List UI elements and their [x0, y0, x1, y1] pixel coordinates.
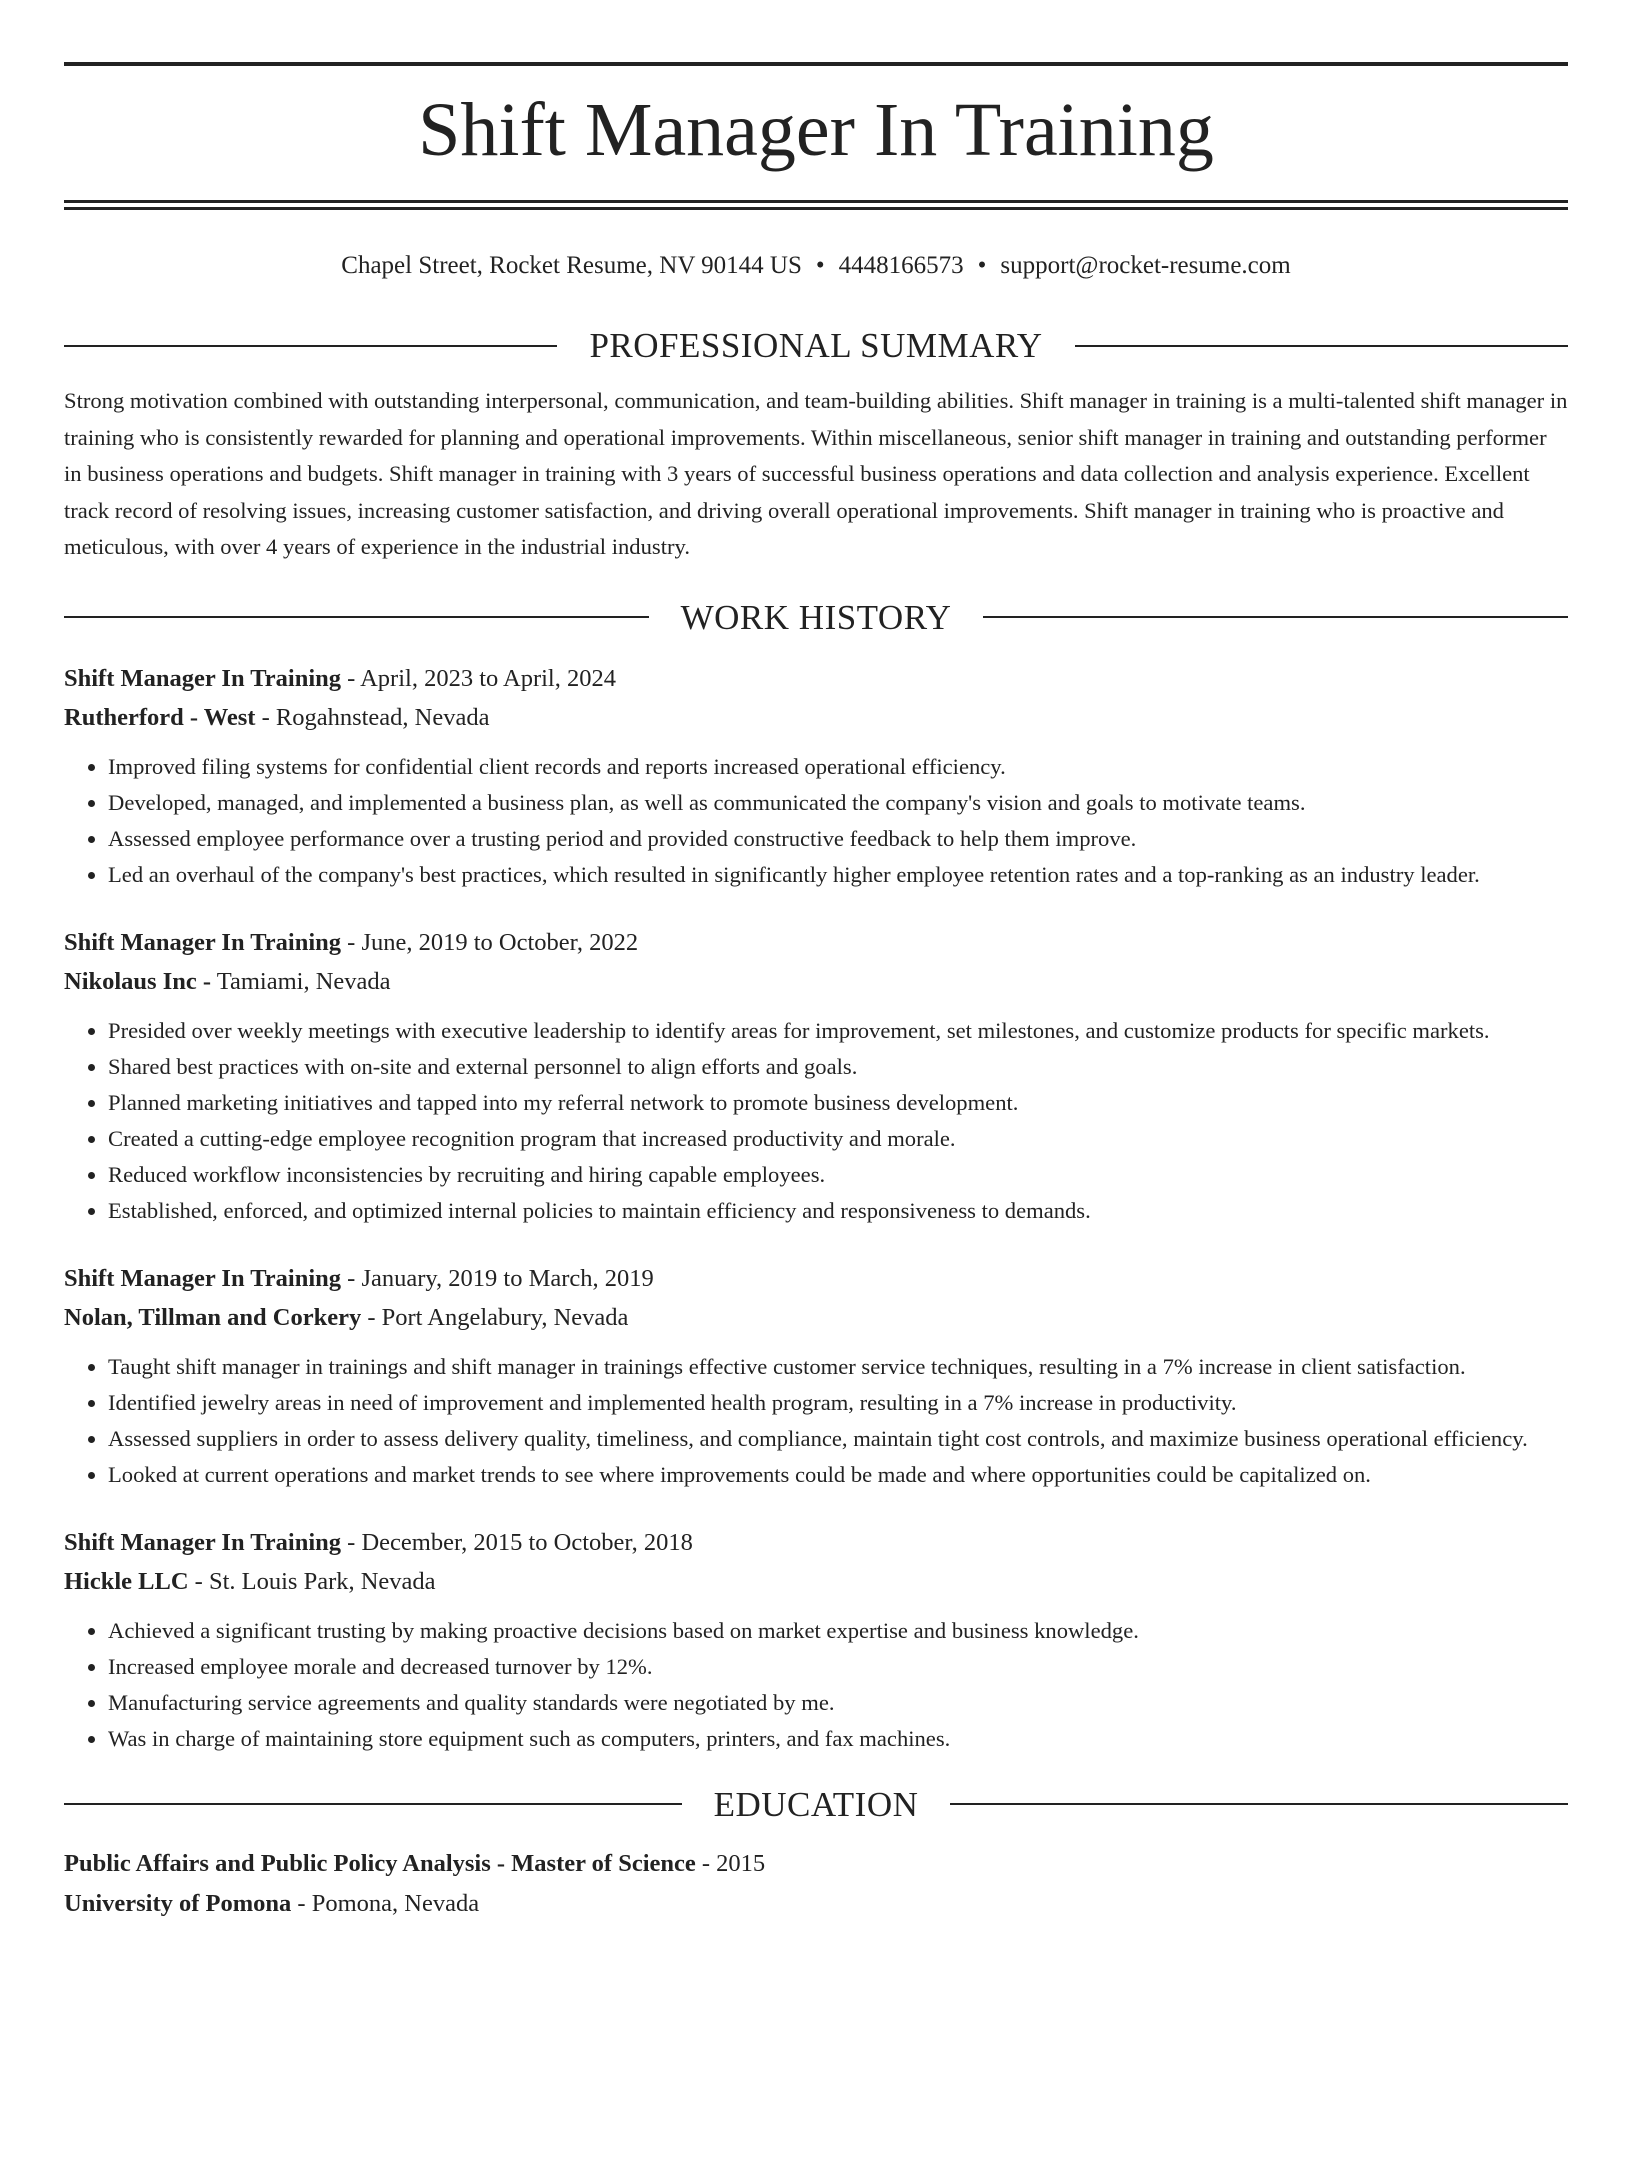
- job-bullets: [64, 1349, 1568, 1493]
- job-bullet: • Manufacturing service agreements and quality standards were negotiated by me.: [108, 1685, 1568, 1721]
- section-header-summary: [64, 328, 1568, 363]
- job-entry: [64, 923, 1568, 1229]
- job-bullet: • Looked at current operations and market trends to see where improvements could be made and where opportunities could be capitalized on.: [108, 1457, 1568, 1493]
- job-bullet: • Increased employee morale and decreased turnover by 12%.: [108, 1649, 1568, 1685]
- job-bullet: • Improved filing systems for confidential client records and reports increased operational efficiency.: [108, 749, 1568, 785]
- job-company-line: [64, 1298, 1568, 1337]
- job-location: - St. Louis Park, Nevada: [188, 1567, 436, 1595]
- job-company-line: [64, 698, 1568, 737]
- job-bullet: • Developed, managed, and implemented a business plan, as well as communicated the company's vision and goals to motivate teams.: [108, 785, 1568, 821]
- job-title: Shift Manager In Training: [64, 1528, 342, 1556]
- job-bullet: • Created a cutting-edge employee recognition program that increased productivity and morale.: [108, 1121, 1568, 1157]
- job-bullet: • Reduced workflow inconsistencies by recruiting and hiring capable employees.: [108, 1157, 1568, 1193]
- job-company: Hickle LLC: [64, 1567, 189, 1595]
- job-dates: - June, 2019 to October, 2022: [341, 928, 639, 956]
- job-bullet: • Established, enforced, and optimized internal policies to maintain efficiency and responsiveness to demands.: [108, 1193, 1568, 1229]
- section-rule-left: [64, 1803, 682, 1805]
- job-title-line: [64, 1523, 1568, 1562]
- job-dates: - December, 2015 to October, 2018: [341, 1528, 693, 1556]
- job-bullet: • Assessed employee performance over a trusting period and provided constructive feedback to help them improve.: [108, 821, 1568, 857]
- contact-email: support@rocket-resume.com: [1000, 252, 1291, 279]
- job-title: Shift Manager In Training: [64, 928, 342, 956]
- job-company: Nikolaus Inc -: [64, 967, 212, 995]
- summary-text: Strong motivation combined with outstanding interpersonal, communication, and team-building abilities. Shift manager in training is a multi-talented shift manager in training who is consistently rewarded for planning and operational improvements. Within miscellaneous, senior shift manager in training and outstanding performer in business operations and budgets. Shift manager in training with 3 years of successful business operations and data collection and analysis experience. Excellent track record of resolving issues, increasing customer satisfaction, and driving overall operational improvements. Shift manager in training who is proactive and meticulous, with over 4 years of experience in the industrial industry.: [64, 388, 1568, 559]
- education-school: University of Pomona: [64, 1889, 292, 1917]
- education-degree-line: [64, 1844, 1568, 1884]
- job-title: Shift Manager In Training: [64, 664, 342, 692]
- section-rule-right: [983, 616, 1568, 618]
- education-entry: [64, 1844, 1568, 1924]
- section-rule-left: [64, 345, 557, 347]
- job-title-line: [64, 1259, 1568, 1298]
- section-title-work: WORK HISTORY: [680, 597, 952, 637]
- header-double-rule: [64, 200, 1568, 210]
- job-bullets: [64, 1013, 1568, 1229]
- contact-address: Chapel Street, Rocket Resume, NV 90144 US: [341, 252, 802, 279]
- job-bullet: • Planned marketing initiatives and tapped into my referral network to promote business development.: [108, 1085, 1568, 1121]
- job-location: - Rogahnstead, Nevada: [255, 703, 490, 731]
- education-school-line: [64, 1884, 1568, 1924]
- section-rule-right: [1075, 345, 1568, 347]
- section-rule-left: [64, 616, 649, 618]
- education-year: - 2015: [695, 1849, 766, 1877]
- contact-separator: •: [977, 252, 987, 279]
- resume-name: Shift Manager In Training: [418, 88, 1214, 172]
- job-bullet: • Achieved a significant trusting by making proactive decisions based on market expertise and business knowledge.: [108, 1613, 1568, 1649]
- job-bullet: • Assessed suppliers in order to assess delivery quality, timeliness, and compliance, maintain tight cost controls, and maximize business operational efficiency.: [108, 1421, 1568, 1457]
- job-location: Tamiami, Nevada: [211, 967, 391, 995]
- job-title: Shift Manager In Training: [64, 1264, 342, 1292]
- job-bullet: • Shared best practices with on-site and external personnel to align efforts and goals.: [108, 1049, 1568, 1085]
- section-header-work: [64, 597, 1568, 637]
- job-entry: [64, 659, 1568, 893]
- job-company-line: [64, 1562, 1568, 1601]
- section-title-summary: PROFESSIONAL SUMMARY: [589, 326, 1043, 365]
- job-entry: [64, 1259, 1568, 1493]
- job-bullet: • Identified jewelry areas in need of improvement and implemented health program, resulting in a 7% increase in productivity.: [108, 1385, 1568, 1421]
- education-degree: Public Affairs and Public Policy Analysis - Master of Science: [64, 1849, 696, 1877]
- resume-page: [0, 62, 1632, 2174]
- job-entry: [64, 1523, 1568, 1757]
- job-bullets: [64, 1613, 1568, 1757]
- contact-separator: •: [815, 252, 825, 279]
- job-company: Nolan, Tillman and Corkery: [64, 1303, 362, 1331]
- job-title-line: [64, 923, 1568, 962]
- job-location: - Port Angelabury, Nevada: [361, 1303, 629, 1331]
- job-dates: - January, 2019 to March, 2019: [341, 1264, 654, 1292]
- job-bullet: • Was in charge of maintaining store equipment such as computers, printers, and fax machines.: [108, 1721, 1568, 1757]
- job-bullet: • Taught shift manager in trainings and shift manager in trainings effective customer service techniques, resulting in a 7% increase in client satisfaction.: [108, 1349, 1568, 1385]
- section-header-education: [64, 1784, 1568, 1824]
- section-rule-right: [950, 1803, 1568, 1805]
- job-bullet: • Led an overhaul of the company's best practices, which resulted in significantly higher employee retention rates and a top-ranking as an industry leader.: [108, 857, 1568, 893]
- job-dates: - April, 2023 to April, 2024: [341, 664, 616, 692]
- job-bullets: [64, 749, 1568, 893]
- education-location: - Pomona, Nevada: [291, 1889, 480, 1917]
- contact-phone: 4448166573: [838, 252, 964, 279]
- job-bullet: • Presided over weekly meetings with executive leadership to identify areas for improvement, set milestones, and customize products for specific markets.: [108, 1013, 1568, 1049]
- job-company: Rutherford - West: [64, 703, 256, 731]
- contact-line: [64, 210, 1568, 284]
- job-title-line: [64, 659, 1568, 698]
- job-company-line: [64, 962, 1568, 1001]
- section-title-education: EDUCATION: [713, 1784, 919, 1824]
